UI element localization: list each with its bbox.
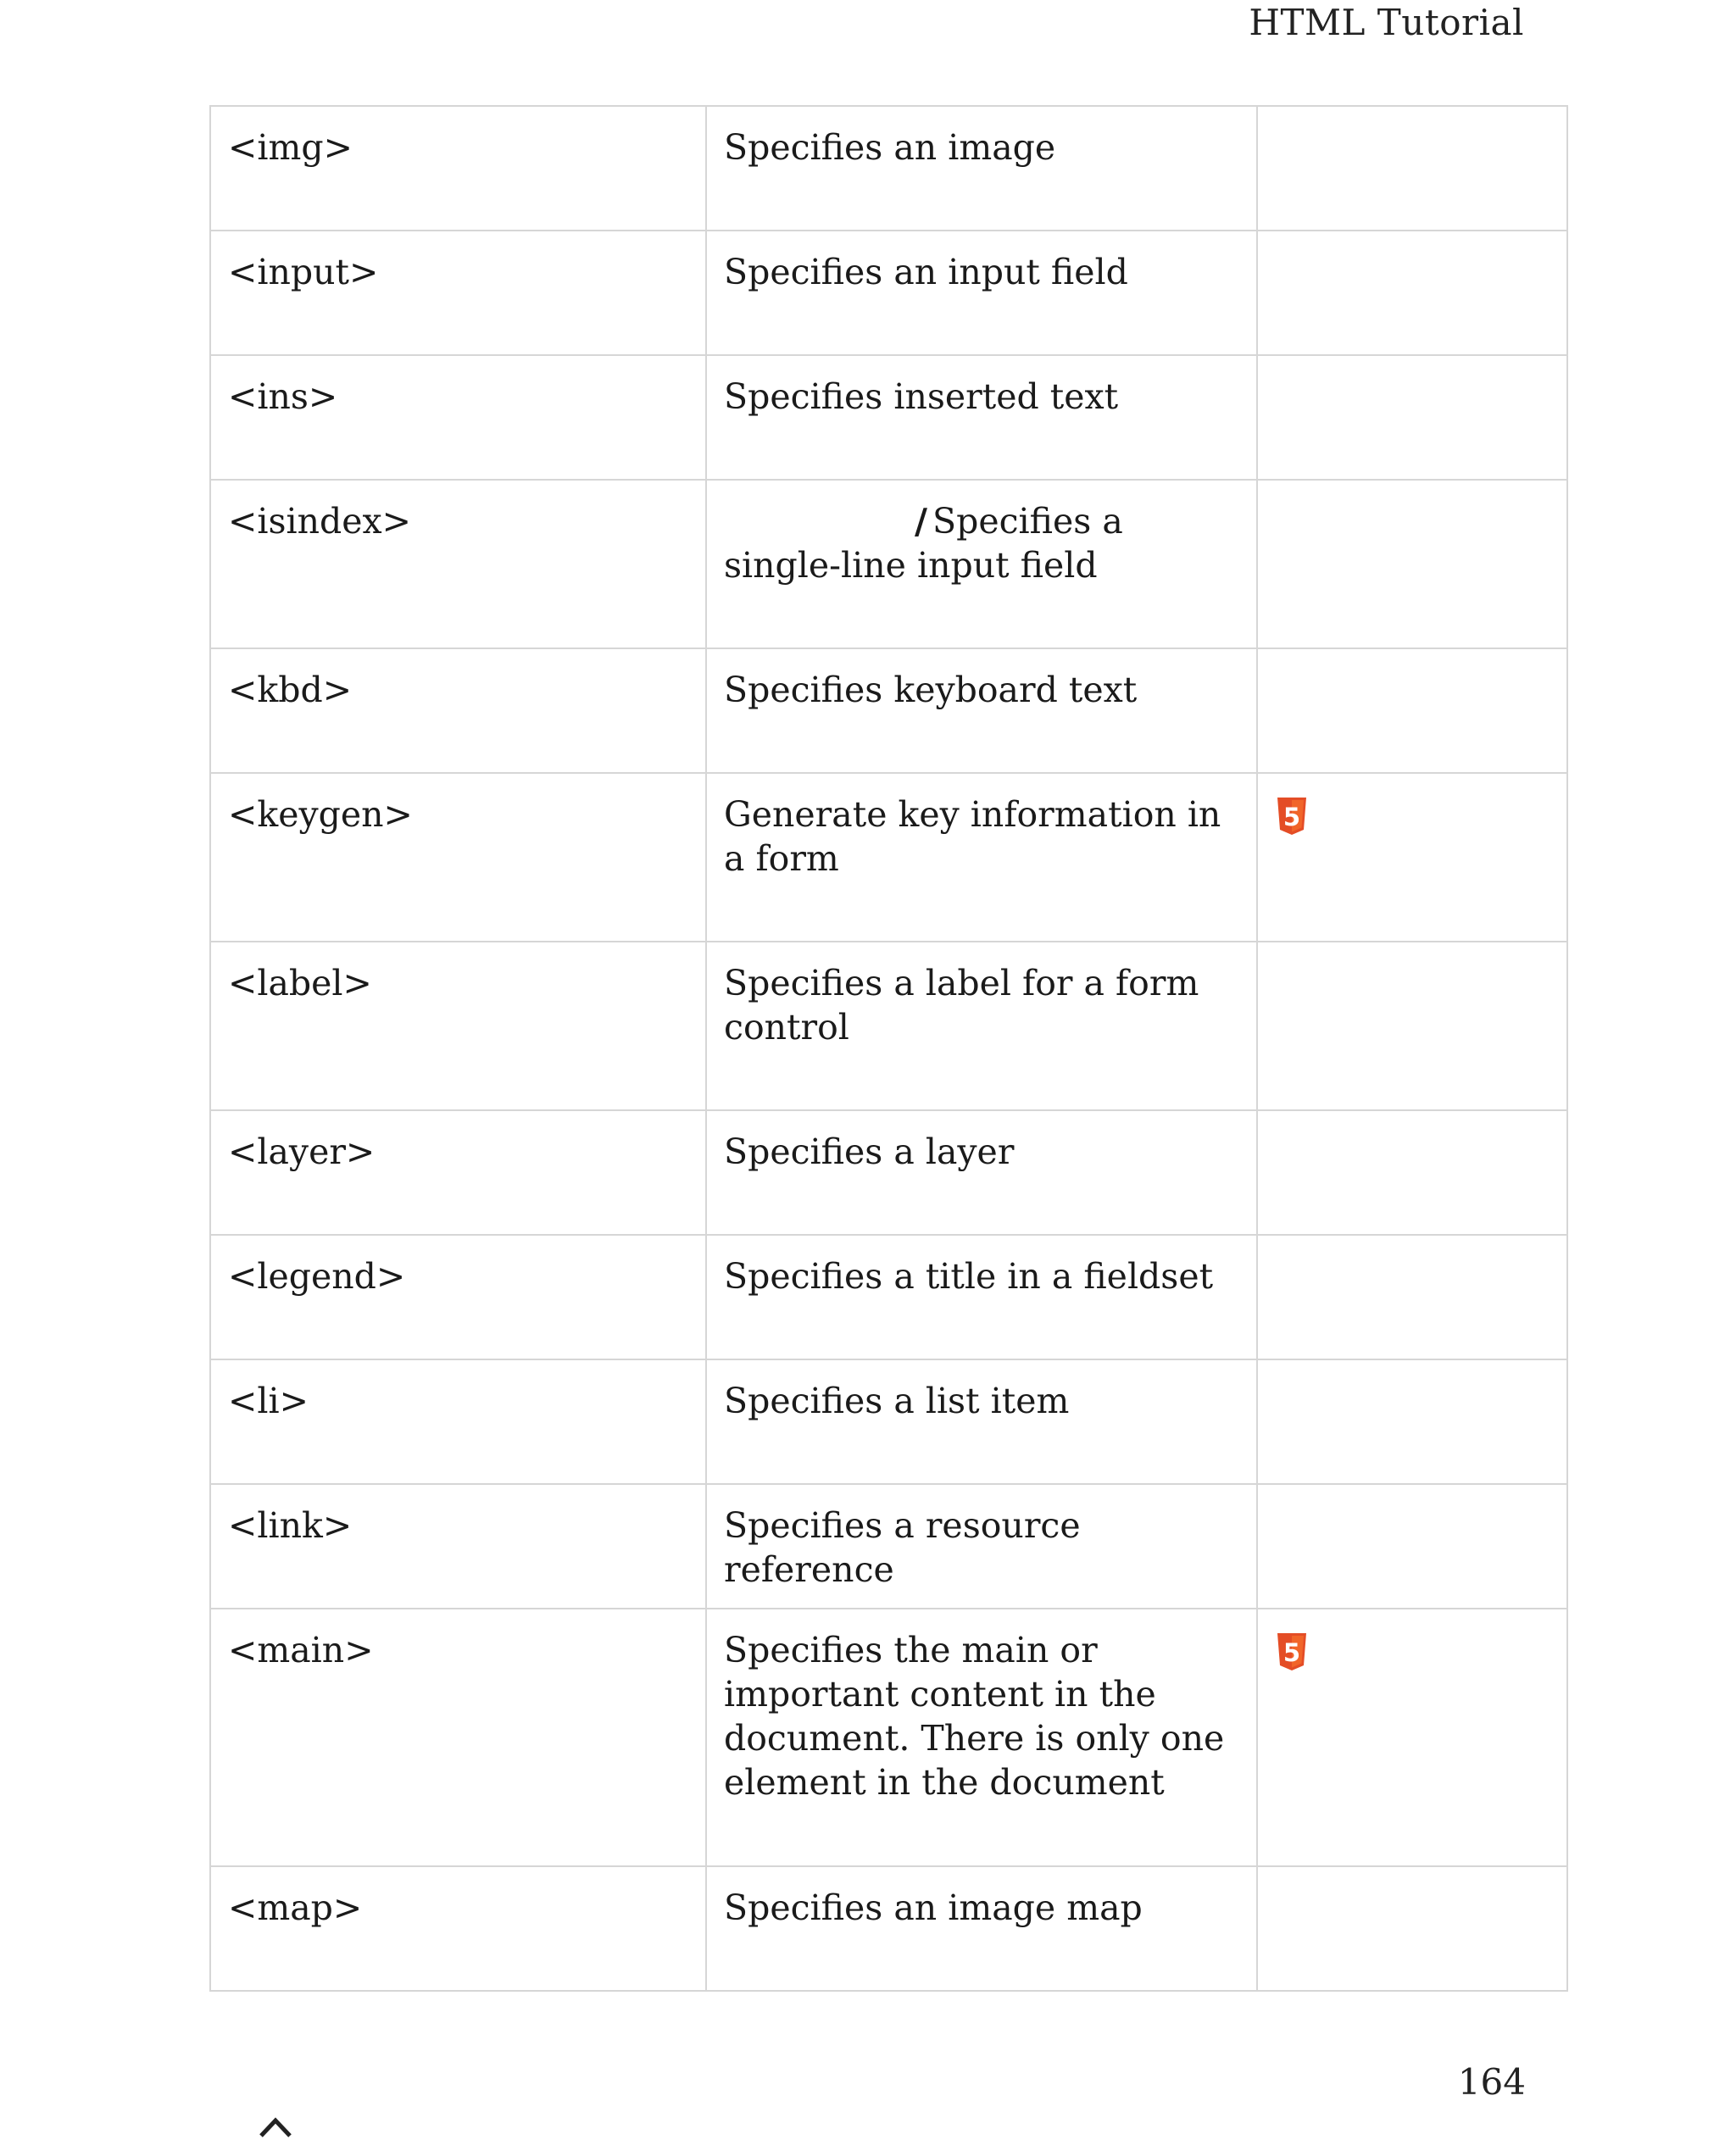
html5-flag-cell (1257, 231, 1567, 355)
description-cell: Specifies an input field (706, 231, 1257, 355)
tag-cell: <link> (210, 1484, 706, 1609)
table-row (210, 231, 1567, 355)
html5-flag-cell (1257, 480, 1567, 648)
html5-icon (1275, 796, 1309, 837)
description-cell: Specifies keyboard text (706, 648, 1257, 773)
deprecated-mark: / (915, 501, 927, 542)
description-cell: Specifies a layer (706, 1110, 1257, 1235)
table-row (210, 355, 1567, 480)
table-row (210, 1110, 1567, 1235)
table-row (210, 1609, 1567, 1866)
tag-cell: <keygen> (210, 773, 706, 942)
html5-flag-cell (1257, 1484, 1567, 1609)
description-cell: Specifies a label for a form control (706, 942, 1257, 1110)
table-row (210, 648, 1567, 773)
tag-cell: <label> (210, 942, 706, 1110)
html5-flag-cell (1257, 1110, 1567, 1235)
table-row (210, 1866, 1567, 1991)
tag-cell: <layer> (210, 1110, 706, 1235)
html5-flag-cell (1257, 1359, 1567, 1484)
html5-icon (1275, 1631, 1309, 1672)
table-row (210, 106, 1567, 231)
tag-cell: <kbd> (210, 648, 706, 773)
tag-cell: <li> (210, 1359, 706, 1484)
description-text: Specifies a single-line input field (724, 501, 1123, 586)
page-number: 164 (1457, 2061, 1526, 2103)
description-cell: Specifies inserted text (706, 355, 1257, 480)
description-cell: Specifies a resource reference (706, 1484, 1257, 1609)
html5-flag-cell (1257, 1866, 1567, 1991)
html5-flag-cell (1257, 106, 1567, 231)
table-row (210, 1359, 1567, 1484)
svg-text:5: 5 (1283, 1638, 1301, 1667)
tag-cell: <img> (210, 106, 706, 231)
table-row (210, 480, 1567, 648)
tag-cell: <input> (210, 231, 706, 355)
description-cell: Specifies a title in a fieldset (706, 1235, 1257, 1359)
tag-cell: <isindex> (210, 480, 706, 648)
chevron-up-icon[interactable] (254, 2110, 297, 2140)
html5-flag-cell (1257, 355, 1567, 480)
html5-flag-cell (1257, 942, 1567, 1110)
tag-cell: <ins> (210, 355, 706, 480)
html5-flag-cell (1257, 648, 1567, 773)
description-cell: Specifies a list item (706, 1359, 1257, 1484)
html-tags-table (209, 105, 1568, 1992)
tag-cell: <legend> (210, 1235, 706, 1359)
table-row (210, 773, 1567, 942)
tag-cell: <main> (210, 1609, 706, 1866)
description-cell: Specifies the main or important content in the document. There is only one element in the document (706, 1609, 1257, 1866)
description-cell: Generate key information in a form (706, 773, 1257, 942)
html5-flag-cell (1257, 1235, 1567, 1359)
html5-flag-cell (1257, 773, 1567, 942)
description-cell: Specifies an image (706, 106, 1257, 231)
table-row (210, 1484, 1567, 1609)
html5-flag-cell (1257, 1609, 1567, 1866)
description-cell (706, 480, 1257, 648)
running-header: HTML Tutorial (1249, 2, 1524, 43)
table-row (210, 1235, 1567, 1359)
table-row (210, 942, 1567, 1110)
tag-cell: <map> (210, 1866, 706, 1991)
description-cell: Specifies an image map (706, 1866, 1257, 1991)
svg-text:5: 5 (1283, 803, 1301, 831)
